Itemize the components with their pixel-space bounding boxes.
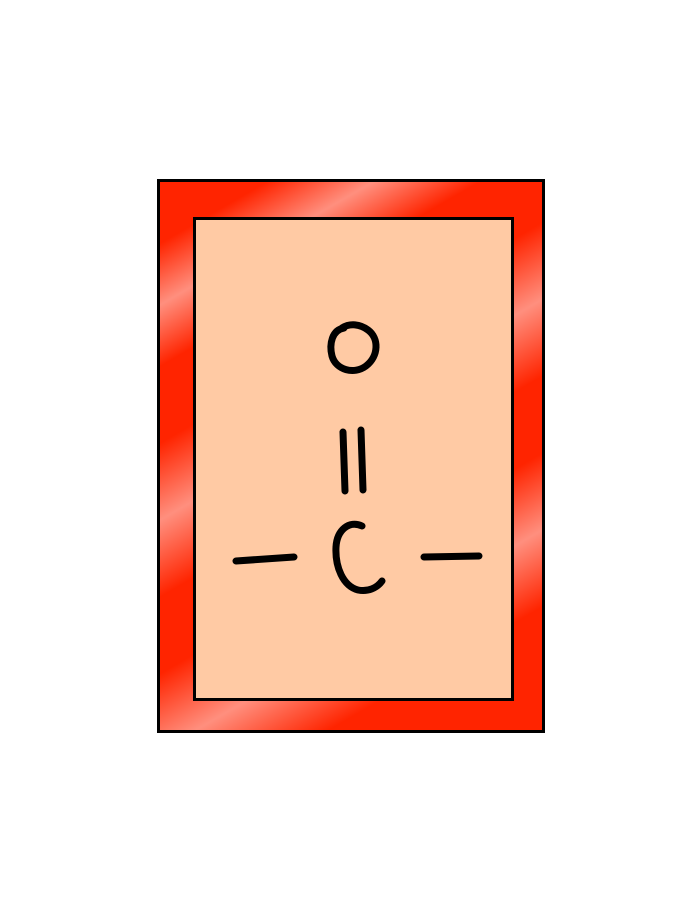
right-single-bond [424, 556, 479, 557]
card-face [193, 217, 514, 701]
left-single-bond [236, 557, 294, 561]
double-bond [343, 430, 363, 491]
carbon-label: C [358, 560, 360, 561]
carbonyl-structure [196, 220, 511, 698]
oxygen-atom [331, 325, 376, 371]
carbon-atom [336, 524, 382, 590]
oxygen-label: O [353, 352, 355, 353]
card-frame [157, 179, 545, 733]
